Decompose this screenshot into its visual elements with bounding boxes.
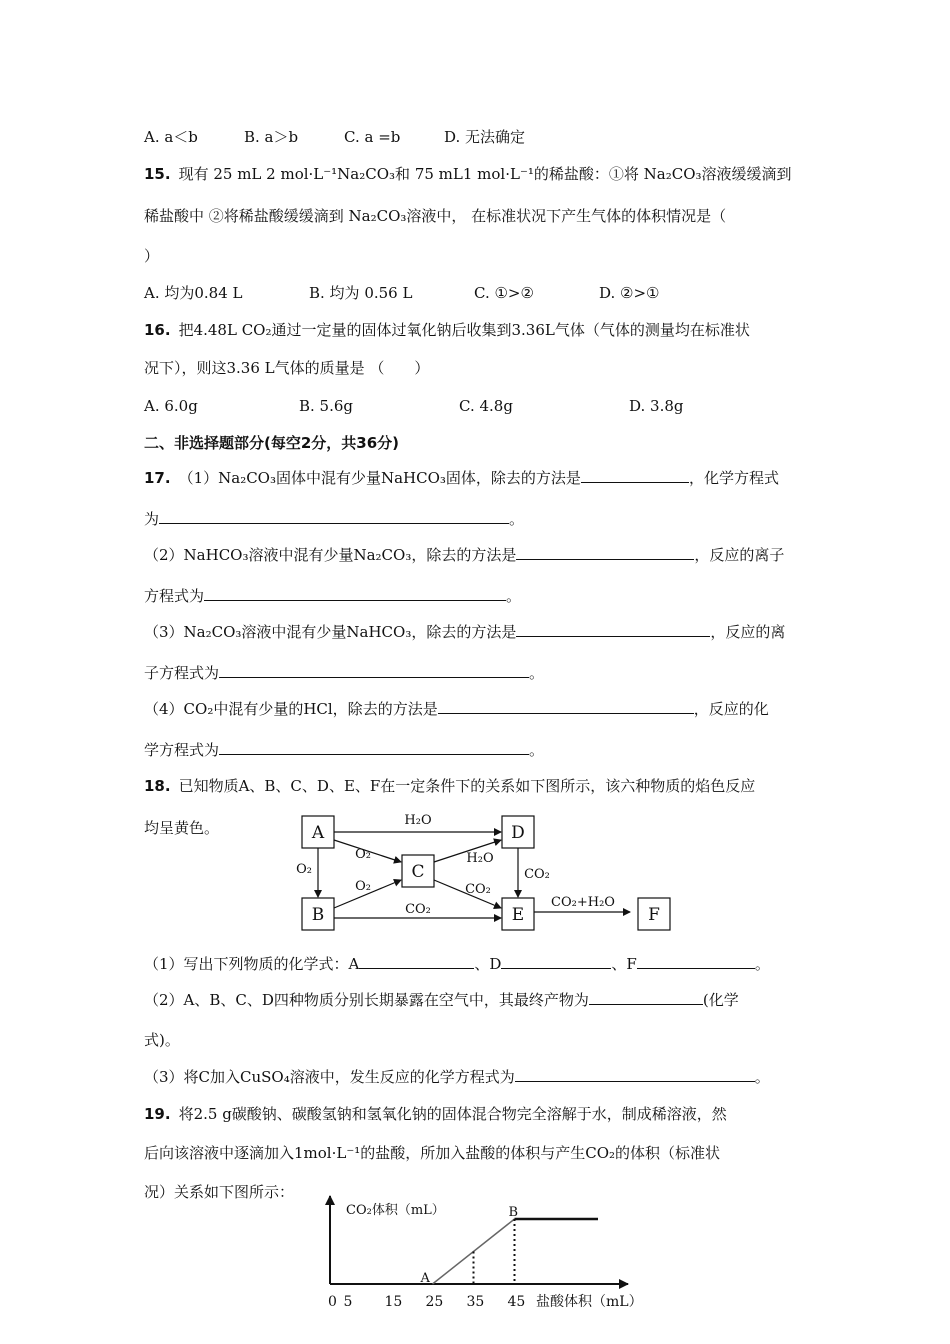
q17-part2-text: （2）NaHCO₃溶液中混有少量Na₂CO₃，除去的方法是 (144, 546, 517, 564)
q18-blank-product[interactable] (589, 990, 703, 1005)
q17-blank-6[interactable] (219, 663, 529, 678)
q19-line1 (144, 1104, 727, 1124)
q15-stem-1: 现有 25 mL 2 mol·L⁻¹Na₂CO₃和 75 mL1 mol·L⁻¹的稀盐酸：①将 Na₂CO₃溶液缓缓滴到 (178, 165, 792, 183)
q14-option-a: A. a＜b (144, 128, 198, 146)
q17-blank-1[interactable] (581, 468, 689, 483)
q18-line1 (144, 776, 755, 796)
x-tick-0: 0 (328, 1294, 337, 1310)
q18-part2-line2: 式)。 (144, 1031, 180, 1049)
q18-period: 。 (754, 1068, 770, 1086)
q17-part3-line2 (144, 663, 544, 683)
q17-part4-text-b: ，反应的化 (693, 700, 769, 718)
q17-part2-line1 (144, 545, 784, 565)
q18-part2-text: （2）A、B、C、D四种物质分别长期暴露在空气中，其最终产物为 (144, 991, 589, 1009)
q14-option-d: D. 无法确定 (444, 128, 526, 146)
x-tick-5: 5 (343, 1294, 353, 1310)
q17-part4-line1 (144, 699, 769, 719)
q18-part3-text: （3）将C加入CuSO₄溶液中，发生反应的化学方程式为 (144, 1068, 515, 1086)
q18-blank-a[interactable] (359, 954, 474, 969)
q14-option-b: B. a＞b (244, 128, 299, 146)
q19-co2-chart (300, 1188, 660, 1338)
q18-part1-text-b: 、D (474, 955, 502, 973)
q18-part3 (144, 1067, 770, 1087)
x-tick-25: 25 (425, 1294, 444, 1310)
q17-part1-line1 (144, 468, 779, 488)
q16-option-a: A. 6.0g (144, 397, 198, 415)
node-B-label: B (311, 905, 325, 925)
q17-part1-text-c: 为 (144, 510, 160, 528)
q18-stem-2: 均呈黄色。 (144, 819, 220, 837)
q16-option-c: C. 4.8g (459, 397, 513, 415)
q16-line1 (144, 320, 750, 340)
label-b-c: O₂ (355, 879, 371, 894)
q16-stem-1: 把4.48L CO₂通过一定量的固体过氧化钠后收集到3.36L气体（气体的测量均在标准状 (178, 321, 750, 339)
q17-blank-5[interactable] (516, 622, 710, 637)
q17-part4-line2 (144, 740, 544, 760)
q18-part1-text-c: 、F (611, 955, 637, 973)
q17-part1-line2 (144, 509, 524, 529)
q16-stem-2: 况下），则这3.36 L气体的质量是 （ ） (144, 359, 430, 377)
q17-part3-text-b: ，反应的离 (710, 623, 786, 641)
q17-part4-text-c: 学方程式为 (144, 741, 220, 759)
q17-part4-text: （4）CO₂中混有少量的HCl，除去的方法是 (144, 700, 438, 718)
point-label-B: B (508, 1205, 519, 1220)
q18-blank-f[interactable] (637, 954, 755, 969)
q17-period: 。 (509, 510, 525, 528)
q16-option-d: D. 3.8g (629, 397, 684, 415)
q15-option-a: A. 均为0.84 L (144, 284, 243, 302)
q17-part1-text-b: ，化学方程式 (688, 469, 779, 487)
q15-line1 (144, 164, 792, 184)
q17-part3-line1 (144, 622, 785, 642)
q18-reaction-diagram (290, 800, 680, 940)
node-A-label: A (311, 823, 325, 843)
q15-option-c: C. ①>② (474, 284, 534, 302)
label-c-e: CO₂ (465, 882, 491, 897)
node-C-label: C (411, 862, 425, 882)
q17-period: 。 (506, 587, 522, 605)
q17-blank-2[interactable] (159, 509, 509, 524)
q14-option-c: C. a =b (344, 128, 401, 146)
q17-blank-7[interactable] (438, 699, 694, 714)
label-a-b: O₂ (296, 862, 312, 877)
q18-part2-line1 (144, 990, 739, 1010)
label-a-d: H₂O (404, 813, 432, 828)
q17-part1-text: （1）Na₂CO₃固体中混有少量NaHCO₃固体，除去的方法是 (178, 469, 581, 487)
q17-part2-text-c: 方程式为 (144, 587, 205, 605)
x-tick-15: 15 (384, 1294, 403, 1310)
label-c-d: H₂O (466, 851, 494, 866)
q15-option-d: D. ②>① (599, 284, 660, 302)
node-D-label: D (511, 823, 525, 843)
point-label-A: A (420, 1271, 430, 1286)
q15-number: 15. (144, 165, 171, 183)
q17-period: 。 (529, 664, 545, 682)
q14-options (144, 127, 525, 147)
label-b-e: CO₂ (405, 902, 431, 917)
node-E-label: E (511, 905, 525, 925)
q17-blank-3[interactable] (516, 545, 694, 560)
label-d-e: CO₂ (524, 867, 550, 882)
q17-blank-4[interactable] (204, 586, 506, 601)
node-F-label: F (648, 905, 660, 925)
q19-stem-1: 将2.5 g碳酸钠、碳酸氢钠和氢氧化钠的固体混合物完全溶解于水，制成稀溶液，然 (178, 1105, 727, 1123)
q16-options (144, 396, 684, 416)
section-2-heading: 二、非选择题部分(每空2分，共36分) (144, 434, 400, 452)
q18-part1-text: （1）写出下列物质的化学式：A (144, 955, 360, 973)
q18-number: 18. (144, 777, 171, 795)
q17-part2-line2 (144, 586, 521, 606)
q19-number: 19. (144, 1105, 171, 1123)
q19-stem-2: 后向该溶液中逐滴加入1mol·L⁻¹的盐酸，所加入盐酸的体积与产生CO₂的体积（标准状 (144, 1144, 721, 1162)
x-tick-35: 35 (466, 1294, 485, 1310)
q18-part1 (144, 954, 770, 974)
q19-stem-3: 况）关系如下图所示： (144, 1183, 295, 1201)
q18-blank-d[interactable] (501, 954, 611, 969)
q15-stem-2: 稀盐酸中 ②将稀盐酸缓缓滴到 Na₂CO₃溶液中， 在标准状况下产生气体的体积情况是（ (144, 207, 727, 225)
q17-part3-text: （3）Na₂CO₃溶液中混有少量NaHCO₃，除去的方法是 (144, 623, 517, 641)
q18-blank-equation[interactable] (515, 1067, 755, 1082)
x-tick-45: 45 (507, 1294, 526, 1310)
q17-part3-text-c: 子方程式为 (144, 664, 220, 682)
q16-option-b: B. 5.6g (299, 397, 354, 415)
q18-part2-text-b: (化学 (702, 991, 739, 1009)
q18-period: 。 (754, 955, 770, 973)
q18-stem-1: 已知物质A、B、C、D、E、F在一定条件下的关系如下图所示，该六种物质的焰色反应 (178, 777, 756, 795)
q15-option-b: B. 均为 0.56 L (309, 284, 413, 302)
x-axis-label: 盐酸体积（mL） (536, 1294, 643, 1310)
q17-period: 。 (529, 741, 545, 759)
q15-options (144, 283, 660, 303)
y-axis-label: CO₂体积（mL） (346, 1203, 445, 1218)
q15-stem-3: ） (144, 247, 160, 265)
q17-number: 17. (144, 469, 171, 487)
q16-number: 16. (144, 321, 171, 339)
q17-part2-text-b: ，反应的离子 (694, 546, 785, 564)
label-a-c: O₂ (355, 847, 371, 862)
label-e-f: CO₂+H₂O (551, 895, 615, 910)
q17-blank-8[interactable] (219, 740, 529, 755)
